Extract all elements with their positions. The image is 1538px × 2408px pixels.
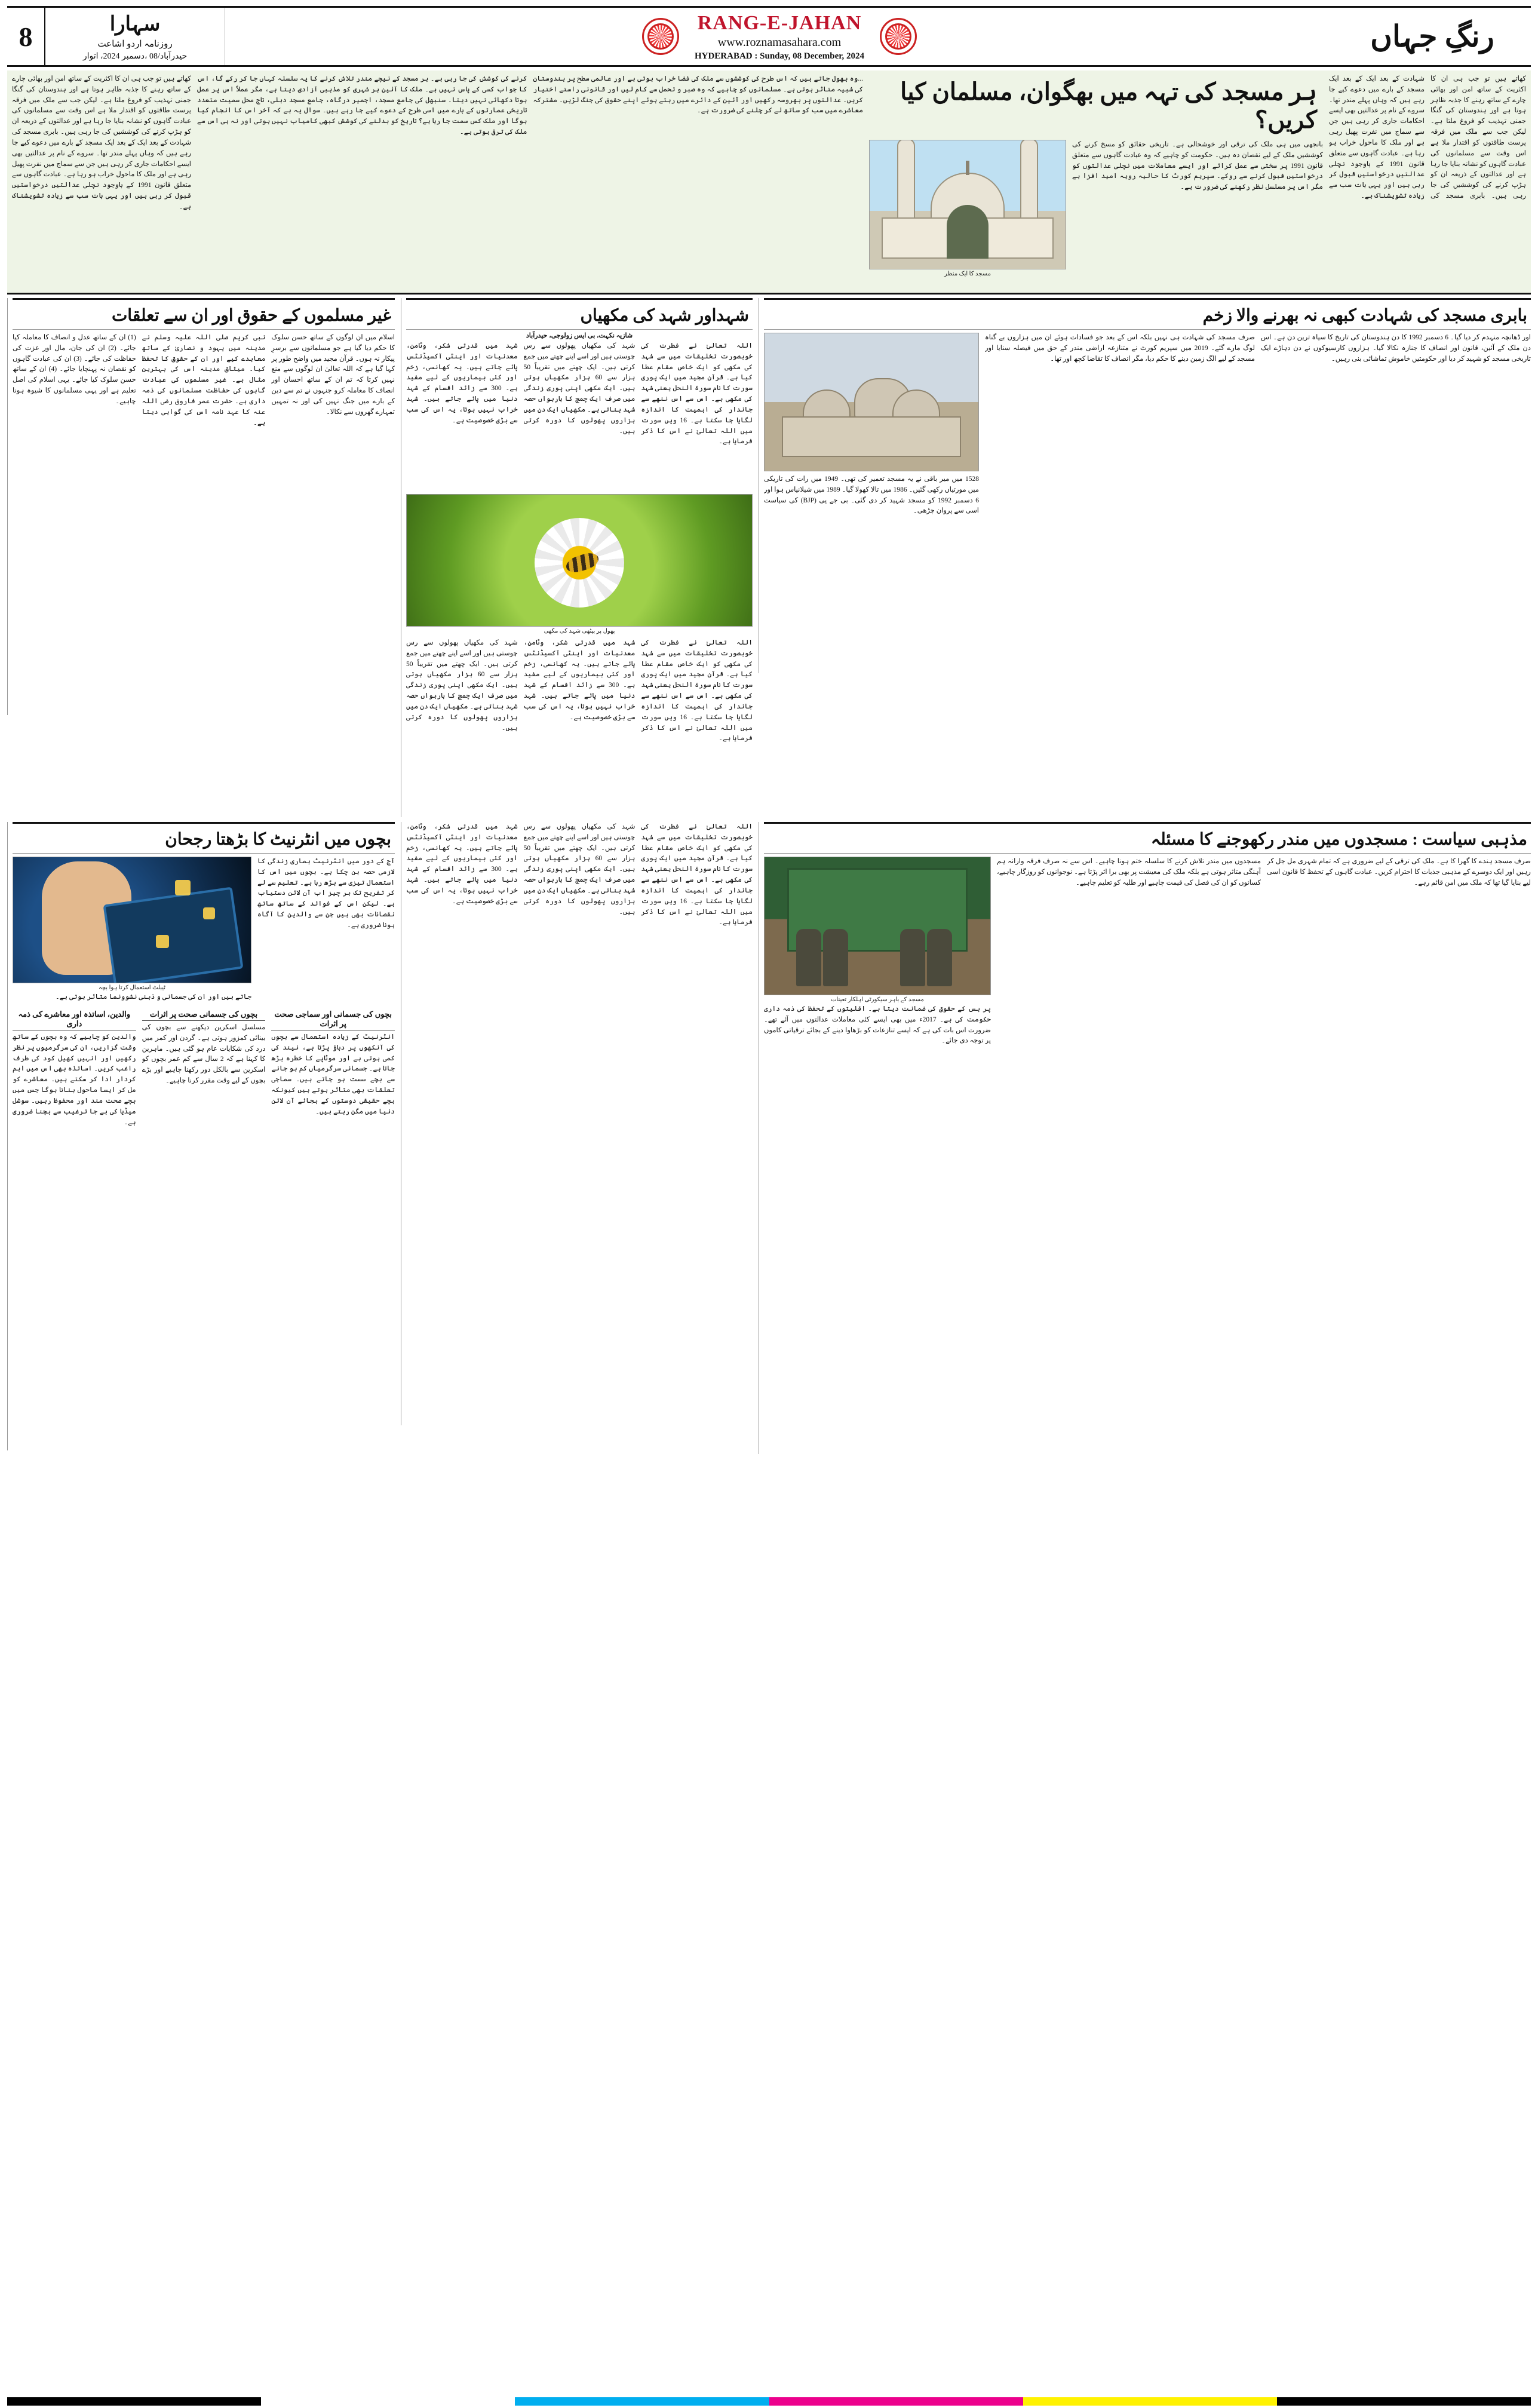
- babri-headline: بابری مسجد کی شہادت کبھی نہ بھرنے والا زخم: [1202, 306, 1527, 325]
- internet-sub2-body: مسلسل اسکرین دیکھنے سے بچوں کی بینائی کمزور ہوتی ہے۔ گردن اور کمر میں درد کی شکایات عام ہو گئی ہیں۔ ماہرین کا کہنا ہے کہ 2 سال سے کم عمر بچوں کو اسکرین سے بالکل دور رکھنا چاہیے اور بڑے بچوں کے لیے وقت مقرر کرنا چاہیے۔: [142, 1024, 266, 1085]
- lead-col-headline: [869, 74, 1323, 288]
- cmyk-swatch-cyan: [515, 2397, 769, 2406]
- babri-photo: [764, 333, 979, 471]
- mandir-headline: مذہبی سیاست : مسجدوں میں مندر رکھوجنے کا مسئلہ: [1150, 830, 1527, 849]
- ghair-muslim-headline: غیر مسلموں کے حقوق اور ان سے تعلقات: [111, 306, 391, 325]
- internet-photo: [13, 857, 251, 983]
- shahad-photo: [406, 494, 753, 627]
- lead-text-1: بانجھی میں ہی ملک کی ترقی اور خوشحالی ہے۔ تاریخی حقائق کو مسخ کرنے کی کوششیں ملک کے لیے نقصان دہ ہیں۔ حکومت کو چاہیے کہ وہ عبادت گاہوں سے متعلق قانون 1991 پر سختی سے عمل کرائے اور ایسے معاملات میں نچلی عدالتوں کو درخواستیں قبول کرنے سے روکے۔ سپریم کورٹ کا حالیہ رویہ امید افزا ہے مگر اس پر مسلسل نظر رکھنے کی ضرورت ہے۔: [1072, 141, 1323, 191]
- brand-urdu-text: رنگِ جہاں: [1370, 20, 1494, 53]
- rosette-icon-2: [880, 18, 917, 55]
- shahad-text-mid: شہد کی مکھیاں پھولوں سے رس چوستی ہیں اور اسے اپنے چھتے میں جمع کرتی ہیں۔ ایک چھتے میں تقریباً 50 ہزار سے 60 ہزار مکھیاں ہوتی ہیں۔ ایک مکھی اپنی پوری زندگی میں صرف ایک چمچ کا بارہواں حصہ شہد بناتی ہے۔ مکھیاں ایک دن میں ہزاروں پھولوں کا دورہ کرتی ہیں۔: [523, 342, 636, 435]
- masthead-brand-urdu: [1334, 8, 1531, 65]
- ghair-muslim-text-right: اسلام میں ان لوگوں کے ساتھ حسن سلوک کا حکم دیا گیا ہے جو مسلمانوں سے برسرِ پیکار نہ ہوں۔ قرآن مجید میں واضح طور پر کہا گیا ہے کہ اللہ تعالیٰ ان لوگوں سے منع نہیں کرتا کہ تم ان کے ساتھ احسان اور انصاف کا معاملہ کرو جنہوں نے تم سے دین کے بارے میں جنگ نہیں کی اور نہ تمہیں تمہارے گھروں سے نکالا۔: [271, 334, 395, 416]
- shahad-byline: شازیہ نکہت، بی ایس زولوجی، حیدرآباد: [526, 332, 633, 339]
- mandir-photo: [764, 857, 991, 995]
- cmyk-swatch-key: [1277, 2397, 1531, 2406]
- rosette-icon: [642, 18, 679, 55]
- publication-logo: [45, 8, 225, 65]
- shahad-text-right: اللہ تعالیٰ نے فطرت کی خوبصورت تخلیقات میں سے شہد کی مکھی کو ایک خاص مقام عطا کیا ہے۔ قرآن مجید میں ایک پوری سورت کا نام سورۃ النحل یعنی شہد کی مکھی ہے۔ اس سے اس ننھے سے جاندار کی اہمیت کا اندازہ لگایا جا سکتا ہے۔ 16 ویں سورت میں اللہ تعالیٰ نے اس کا ذکر فرمایا ہے۔: [641, 342, 753, 446]
- masthead: [7, 6, 1531, 67]
- section-title: RANG-E-JAHAN: [697, 11, 862, 34]
- edition-dateline: HYDERABAD : Sunday, 08 December, 2024: [694, 51, 865, 61]
- lead-col-far-left: [12, 74, 191, 288]
- internet-intro-right: آج کے دور میں انٹرنیٹ ہماری زندگی کا لازمی حصہ بن چکا ہے۔ بچوں میں اس کا استعمال تیزی سے بڑھ رہا ہے۔ تعلیم سے لے کر تفریح تک ہر چیز اب آن لائن دستیاب ہے۔ لیکن اس کے فوائد کے ساتھ ساتھ نقصانات بھی ہیں جن سے والدین کا آگاہ ہونا ضروری ہے۔: [257, 858, 395, 929]
- internet-sub3-body: والدین کو چاہیے کہ وہ بچوں کے ساتھ وقت گزاریں، ان کی سرگرمیوں پر نظر رکھیں اور انہیں کھیل کود کی طرف راغب کریں۔ اساتذہ بھی اس میں اہم کردار ادا کر سکتے ہیں۔ معاشرے کو مل کر ایسا ماحول بنانا ہوگا جس میں بچے صحت مند اور محفوظ رہیں۔ سوشل میڈیا کی بے جا ترغیب سے بچنا ضروری ہے۔: [13, 1033, 136, 1126]
- article-internet: [7, 822, 395, 1450]
- cmyk-swatch-black: [7, 2397, 261, 2406]
- internet-photo-caption: ٹیبلٹ استعمال کرتا ہوا بچہ: [98, 984, 166, 991]
- shahad-cont-mid: شہد کی مکھیاں پھولوں سے رس چوستی ہیں اور اسے اپنے چھتے میں جمع کرتی ہیں۔ ایک چھتے میں تقریباً 50 ہزار سے 60 ہزار مکھیاں ہوتی ہیں۔ ایک مکھی اپنی پوری زندگی میں صرف ایک چمچ کا بارہواں حصہ شہد بناتی ہے۔ مکھیاں ایک دن میں ہزاروں پھولوں کا دورہ کرتی ہیں۔: [523, 823, 636, 916]
- internet-subhead-3: والدین، اساتذہ اور معاشرے کی ذمہ داری: [13, 1010, 136, 1030]
- cmyk-swatch-magenta: [769, 2397, 1023, 2406]
- mandir-text-right: صرف مسجد ہندے کا گھرا کا ہے۔ ملک کی ترقی کے لیے ضروری ہے کہ تمام شہری مل جل کر رہیں اور ایک دوسرے کے مذہبی جذبات کا احترام کریں۔ عبادت گاہوں کے تحفظ کا قانون اسی لیے بنایا گیا تھا کہ ملک میں امن قائم رہے۔: [1267, 858, 1531, 886]
- ghair-muslim-text-mid: نبی کریم صلی اللہ علیہ وسلم نے مدینہ میں یہود و نصاریٰ کے ساتھ معاہدے کیے اور ان کے حقوق کا تحفظ کیا۔ میثاق مدینہ اس کی بہترین مثال ہے۔ غیر مسلموں کی عبادت گاہوں کی حفاظت مسلمانوں کی ذمہ داری ہے۔ حضرت عمر فاروق رضی اللہ عنہ کا عہد نامہ اس کی گواہی دیتا ہے۔: [142, 334, 266, 427]
- article-babri: [759, 298, 1531, 673]
- babri-text-mid: صرف مسجد کی شہادت ہی نہیں بلکہ اس کے بعد جو فسادات ہوئے ان میں ہزاروں بے گناہ لوگ مارے گئے۔ 2019 میں سپریم کورٹ نے متنازعہ اراضی مندر کے حق میں فیصلہ سنایا اور مسجد کے لیے الگ زمین دینے کا حکم دیا، مگر انصاف کا تقاضا کچھ اور تھا۔: [985, 334, 1255, 363]
- internet-intro-left: جاتے ہیں اور ان کی جسمانی و ذہنی نشوونما متاثر ہوتی ہے۔: [55, 993, 251, 1001]
- internet-headline: بچوں میں انٹرنیٹ کا بڑھتا رجحان: [165, 830, 391, 849]
- article-shahad: [401, 298, 753, 817]
- babri-text-right: اور ڈھانچہ منہدم کر دیا گیا۔ 6 دسمبر 1992 کا دن ہندوستان کی تاریخ کا سیاہ ترین دن ہے۔ اس دن ملک کے آئین، قانون اور انصاف کا جنازہ نکالا گیا۔ ہزاروں کارسیوکوں نے دن دہاڑے ایک تاریخی مسجد کو شہید کر دیا اور حکومتیں خاموش تماشائی بنی رہیں۔: [1261, 334, 1531, 363]
- page-number: 8: [7, 8, 45, 65]
- babri-text-left: 1528 میں میر باقی نے یہ مسجد تعمیر کی تھی۔ 1949 میں رات کی تاریکی میں مورتیاں رکھی گئیں۔ 1986 میں تالا کھولا گیا۔ 1989 میں شیلانیاس ہوا اور 6 دسمبر 1992 کو مسجد شہید کر دی گئی۔ بی جے پی (BJP) کی سیاست اسی سے پروان چڑھی۔: [764, 476, 979, 515]
- shahad-photo-caption: پھول پر بیٹھی شہد کی مکھی: [544, 628, 615, 634]
- lead-col-left: [197, 74, 863, 288]
- shahad-headline: شہداور شہد کی مکھیاں: [580, 306, 749, 325]
- ghair-muslim-text-left: (1) ان کے ساتھ عدل و انصاف کا معاملہ کیا جائے۔ (2) ان کی جان، مال اور عزت کی حفاظت کی جائے۔ (3) ان کی عبادت گاہوں کو نقصان نہ پہنچایا جائے۔ (4) ان کے ساتھ حسن سلوک کیا جائے۔ یہی اسلام کی اصل تعلیم ہے اور یہی مسلمانوں کا شیوہ ہونا چاہیے۔: [13, 334, 136, 405]
- shahad-cont-left: شہد میں قدرتی شکر، وٹامن، معدنیات اور اینٹی آکسیڈنٹس پائے جاتے ہیں۔ یہ کھانسی، زخم اور کئی بیماریوں کے لیے مفید ہے۔ 300 سے زائد اقسام کے شہد دنیا میں پائے جاتے ہیں۔ شہد خراب نہیں ہوتا، یہ اس کی سب سے بڑی خصوصیت ہے۔: [406, 823, 518, 905]
- shahad-text-left: شہد میں قدرتی شکر، وٹامن، معدنیات اور اینٹی آکسیڈنٹس پائے جاتے ہیں۔ یہ کھانسی، زخم اور کئی بیماریوں کے لیے مفید ہے۔ 300 سے زائد اقسام کے شہد دنیا میں پائے جاتے ہیں۔ شہد خراب نہیں ہوتا، یہ اس کی سب سے بڑی خصوصیت ہے۔: [406, 342, 518, 424]
- internet-sub1-body: انٹرنیٹ کے زیادہ استعمال سے بچوں کی آنکھوں پر دباؤ پڑتا ہے، نیند کی کمی ہوتی ہے اور موٹاپے کا خطرہ بڑھ جاتا ہے۔ جسمانی سرگرمیاں کم ہو جانے سے بچے سست ہو جاتے ہیں۔ سماجی تعلقات بھی متاثر ہوتے ہیں کیونکہ بچے حقیقی دوستوں کے بجائے آن لائن دنیا میں مگن رہتے ہیں۔: [271, 1033, 395, 1115]
- shahad-text-left-2: شہد کی مکھیاں پھولوں سے رس چوستی ہیں اور اسے اپنے چھتے میں جمع کرتی ہیں۔ ایک چھتے میں تقریباً 50 ہزار سے 60 ہزار مکھیاں ہوتی ہیں۔ ایک مکھی اپنی پوری زندگی میں صرف ایک چمچ کا بارہواں حصہ شہد بناتی ہے۔ مکھیاں ایک دن میں ہزاروں پھولوں کا دورہ کرتی ہیں۔: [406, 639, 518, 732]
- cmyk-swatch-yellow: [1023, 2397, 1277, 2406]
- lead-photo: [869, 140, 1066, 269]
- internet-subhead-2: بچوں کی جسمانی صحت پر اثرات: [142, 1010, 266, 1021]
- logo-urdu-subtitle: روزنامہ اردو اشاعت: [97, 39, 173, 49]
- lead-photo-caption: مسجد کا ایک منظر: [944, 271, 991, 277]
- shahad-continuation: [401, 822, 753, 1425]
- lead-text-4: کھاتے ہیں تو جب ہی ان کا اکثریت کے ساتھ امن اور بھائی چارے کے ساتھ رہنے کا جذبہ ظاہر ہوتا ہے اور ہندوستان کی گنگا جمنی تہذیب کو فروغ ملتا ہے۔ لیکن جب سے ملک میں فرقہ پرست طاقتوں کو اقتدار ملا ہے اس وقت سے مسلمانوں کی عبادت گاہوں کو نشانہ بنایا جا رہا ہے اور عدالتوں کے ذریعہ ان کو ہڑپ کرنے کی کوششیں کی جا رہی ہیں۔ بابری مسجد کی شہادت کے بعد ایک کے بعد ایک مسجد کے بارے میں دعوے کیے جا رہے ہیں کہ وہاں پہلے مندر تھا۔ سروے کے نام پر عدالتیں بھی ایسے احکامات جاری کر رہی ہیں جن سے سماج میں نفرت پھیل رہی ہے اور ملک کا ماحول خراب ہو رہا ہے۔ عبادت گاہوں سے متعلق قانون 1991 کے باوجود نچلی عدالتیں درخواستیں قبول کر رہی ہیں اور یہی بات سب سے زیادہ تشویشناک ہے۔: [12, 75, 191, 210]
- lead-text-3: کرنے کی کوشش کی جا رہی ہے۔ ہر مسجد کے نیچے مندر تلاش کرنے کا یہ سلسلہ کہاں جا کر رکے گا، اس کا جواب کسی کے پاس نہیں ہے۔ ملک کا آئین ہر شہری کو مذہبی آزادی دیتا ہے، مگر عملاً اس پر عمل ہوتا دکھائی نہیں دیتا۔ سنبھل کی جامع مسجد، اجمیر درگاہ، جامع مسجد دہلی، تاج محل سمیت متعدد تاریخی عمارتوں کے بارے میں اسی طرح کے دعوے کیے جا رہے ہیں۔ سوال یہ ہے کہ آخر اس کا انجام کیا ہوگا اور ملک کس سمت جا رہا ہے؟ تاریخ کو بدلنے کی کوشش کبھی کامیاب نہیں ہوتی اور نہ ہی اس سے ملک کی ترقی ہوتی ہے۔: [197, 75, 527, 136]
- article-mandir: [759, 822, 1531, 1454]
- color-registration-bar: [7, 2397, 1531, 2406]
- lead-text-0: کھاتے ہیں تو جب ہی ان کا اکثریت کے ساتھ امن اور بھائی چارے کے ساتھ رہنے کا جذبہ ظاہر ہوتا ہے اور ہندوستان کی گنگا جمنی تہذیب کو فروغ ملتا ہے۔ لیکن جب سے ملک میں فرقہ پرست طاقتوں کو اقتدار ملا ہے اس وقت سے مسلمانوں کی عبادت گاہوں کو نشانہ بنایا جا رہا ہے اور عدالتوں کے ذریعہ ان کو ہڑپ کرنے کی کوششیں کی جا رہی ہیں۔ بابری مسجد کی شہادت کے بعد ایک کے بعد ایک مسجد کے بارے میں دعوے کیے جا رہے ہیں کہ وہاں پہلے مندر تھا۔ سروے کے نام پر عدالتیں بھی ایسے احکامات جاری کر رہی ہیں جن سے سماج میں نفرت پھیل رہی ہے اور ملک کا ماحول خراب ہو رہا ہے۔ عبادت گاہوں سے متعلق قانون 1991 کے باوجود نچلی عدالتیں درخواستیں قبول کر رہی ہیں اور یہی بات سب سے زیادہ تشویشناک ہے۔: [1329, 75, 1526, 200]
- shahad-text-mid-2: شہد میں قدرتی شکر، وٹامن، معدنیات اور اینٹی آکسیڈنٹس پائے جاتے ہیں۔ یہ کھانسی، زخم اور کئی بیماریوں کے لیے مفید ہے۔ 300 سے زائد اقسام کے شہد دنیا میں پائے جاتے ہیں۔ شہد خراب نہیں ہوتا، یہ اس کی سب سے بڑی خصوصیت ہے۔: [523, 639, 636, 721]
- lead-text-2: ...وہ بھول جاتے ہیں کہ اس طرح کی کوششوں سے ملک کی فضا خراب ہوتی ہے اور عالمی سطح پر ہندوستان کی شبیہ متاثر ہوتی ہے۔ مسلمانوں کو چاہیے کہ وہ صبر و تحمل سے کام لیں اور قانونی راستے اختیار کریں۔ عدالتوں پر بھروسہ رکھیں اور آئین کے دائرے میں رہتے ہوئے اپنے حقوق کی جنگ لڑیں۔ مشترکہ معاشرے میں سب کو ساتھ لے کر چلنے کی ضرورت ہے۔: [533, 75, 863, 115]
- masthead-center: [225, 8, 1334, 65]
- lead-col-far-right: [1329, 74, 1526, 288]
- logo-urdu-title: سہارا: [109, 13, 161, 35]
- mandir-text-mid: مسجدوں میں مندر تلاش کرنے کا سلسلہ ختم ہونا چاہیے۔ اس سے نہ صرف فرقہ وارانہ ہم آہنگی متاثر ہوتی ہے بلکہ ملک کی معیشت پر بھی برا اثر پڑتا ہے۔ نوجوانوں کو روزگار چاہیے، کسانوں کو ان کی فصل کی قیمت چاہیے اور طلبہ کو تعلیم چاہیے۔: [997, 858, 1261, 886]
- lead-story: [7, 70, 1531, 295]
- lead-headline: ہر مسجد کی تہہ میں بھگوان، مسلمان کیا کریں؟: [900, 78, 1317, 133]
- internet-subhead-1: بچوں کی جسمانی اور سماجی صحت پر اثرات: [271, 1010, 395, 1030]
- shahad-text-right-2: اللہ تعالیٰ نے فطرت کی خوبصورت تخلیقات میں سے شہد کی مکھی کو ایک خاص مقام عطا کیا ہے۔ قرآن مجید میں ایک پوری سورت کا نام سورۃ النحل یعنی شہد کی مکھی ہے۔ اس سے اس ننھے سے جاندار کی اہمیت کا اندازہ لگایا جا سکتا ہے۔ 16 ویں سورت میں اللہ تعالیٰ نے اس کا ذکر فرمایا ہے۔: [641, 639, 753, 743]
- website-url[interactable]: www.roznamasahara.com: [717, 35, 842, 49]
- shahad-cont-right: اللہ تعالیٰ نے فطرت کی خوبصورت تخلیقات میں سے شہد کی مکھی کو ایک خاص مقام عطا کیا ہے۔ قرآن مجید میں ایک پوری سورت کا نام سورۃ النحل یعنی شہد کی مکھی ہے۔ اس سے اس ننھے سے جاندار کی اہمیت کا اندازہ لگایا جا سکتا ہے۔ 16 ویں سورت میں اللہ تعالیٰ نے اس کا ذکر فرمایا ہے۔: [641, 823, 753, 927]
- mandir-photo-caption: مسجد کے باہر سیکورٹی اہلکار تعینات: [831, 996, 924, 1003]
- mandir-text-left: پر بس کے حقوق کی ضمانت دیتا ہے۔ اقلیتوں کے تحفظ کی ذمہ داری حکومت کی ہے۔ 2017ء میں بھی ایسے کئی معاملات عدالتوں میں آئے تھے۔ ضرورت اس بات کی ہے کہ ایسے تنازعات کو بڑھاوا دینے کے بجائے ترقیاتی کاموں پر توجہ دی جائے۔: [764, 1005, 991, 1045]
- cmyk-swatch-white: [261, 2397, 515, 2406]
- logo-urdu-dateline: حیدرآباد/08 ،دسمبر 2024، اتوار: [82, 52, 188, 61]
- article-ghair-muslim: [7, 298, 395, 715]
